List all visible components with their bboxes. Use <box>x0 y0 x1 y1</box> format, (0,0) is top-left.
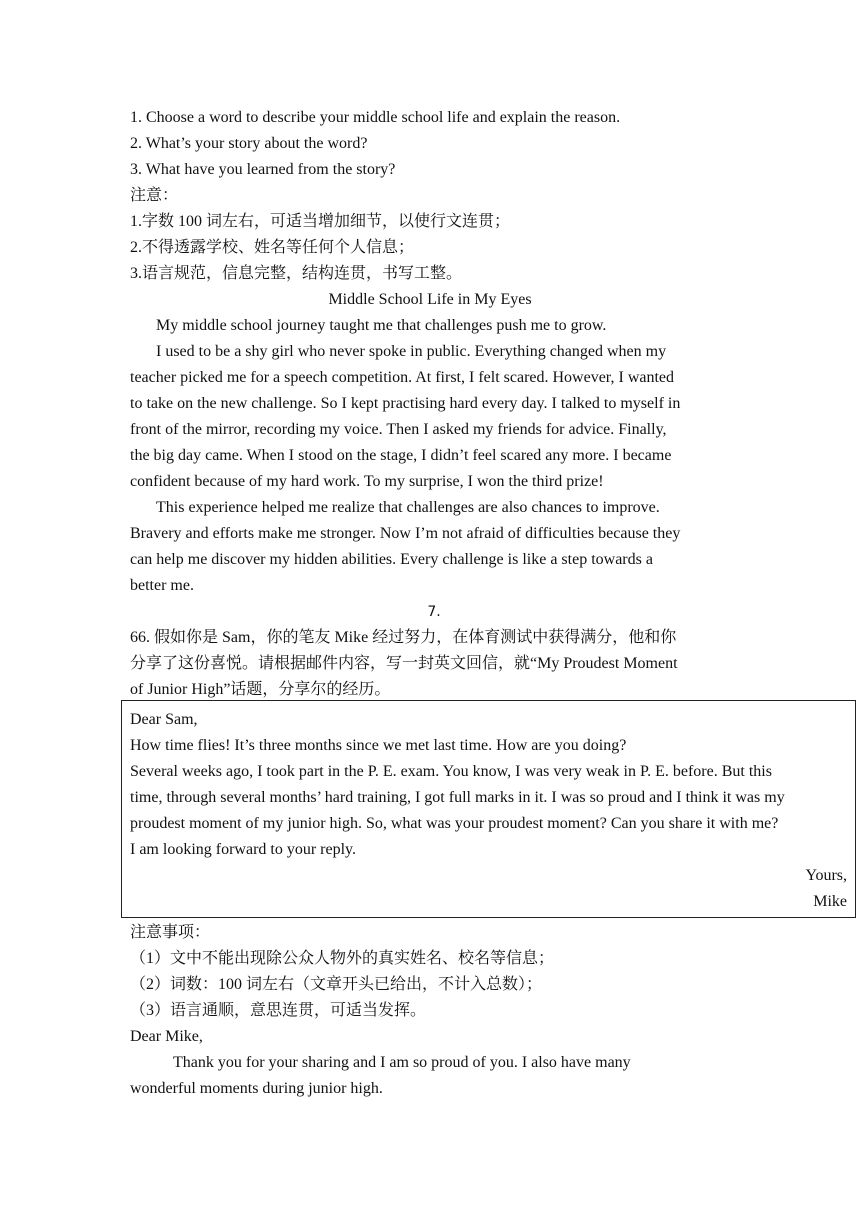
question-3: 3. What have you learned from the story? <box>130 161 396 178</box>
lower-section <box>130 920 730 1102</box>
letter-line: I am looking forward to your reply. <box>130 841 357 858</box>
question-2: 2. What’s your story about the word? <box>130 135 368 152</box>
letter-line: proudest moment of my junior high. So, what was your proudest moment? Can you share it with me? <box>130 815 779 832</box>
notice-item-2: （2）词数：100 词左右（文章开头已给出，不计入总数）； <box>130 976 543 993</box>
task-66-line: 66. 假如你是 Sam，你的笔友 Mike 经过努力，在体育测试中获得满分，他和你 <box>130 629 677 646</box>
task-66-line: of Junior High”话题，分享尔的经历。 <box>130 681 391 698</box>
letter-line: Several weeks ago, I took part in the P. E. exam. You know, I was very weak in P. E. before. But this <box>130 763 772 780</box>
upper-section <box>130 105 730 703</box>
essay-paragraph-2-line: to take on the new challenge. So I kept practising hard every day. I talked to myself in <box>130 395 681 412</box>
notice-item-3: （3）语言通顺，意思连贯，可适当发挥。 <box>130 1002 427 1019</box>
reply-line-2: wonderful moments during junior high. <box>130 1080 383 1097</box>
letter-signature: Mike <box>813 893 847 910</box>
letter-greeting: Dear Sam, <box>130 711 198 728</box>
letter-line: time, through several months’ hard training, I got full marks in it. I was so proud and I think it was my <box>130 789 785 806</box>
notes-title: 注意： <box>130 187 179 204</box>
notice-item-1: （1）文中不能出现除公众人物外的真实姓名、校名等信息； <box>130 950 555 967</box>
letter-line: How time flies! It’s three months since we met last time. How are you doing? <box>130 737 627 754</box>
essay-paragraph-3-line: This experience helped me realize that challenges are also chances to improve. <box>156 499 660 516</box>
essay-paragraph-2-line: teacher picked me for a speech competition. At first, I felt scared. However, I wanted <box>130 369 675 386</box>
task-66-line: 分享了这份喜悦。请根据邮件内容，写一封英文回信，就“My Proudest Moment <box>130 655 678 672</box>
reply-line-1: Thank you for your sharing and I am so proud of you. I also have many <box>173 1054 631 1071</box>
essay-title: Middle School Life in My Eyes <box>328 291 532 308</box>
note-2: 2.不得透露学校、姓名等任何个人信息； <box>130 239 415 256</box>
essay-paragraph-3-line: can help me discover my hidden abilities. Every challenge is like a step towards a <box>130 551 653 568</box>
essay-paragraph-1: My middle school journey taught me that challenges push me to grow. <box>156 317 607 334</box>
question-1: 1. Choose a word to describe your middle school life and explain the reason. <box>130 109 621 126</box>
essay-paragraph-2-line: front of the mirror, recording my voice. Then I asked my friends for advice. Finally, <box>130 421 667 438</box>
essay-paragraph-2-line: the big day came. When I stood on the stage, I didn’t feel scared any more. I became <box>130 447 672 464</box>
note-1: 1.字数 100 词左右，可适当增加细节，以使行文连贯； <box>130 213 511 230</box>
letter-closing: Yours, <box>805 867 847 884</box>
note-3: 3.语言规范，信息完整，结构连贯，书写工整。 <box>130 265 463 282</box>
page-number: 7. <box>427 604 441 620</box>
letter-box <box>121 700 856 918</box>
reply-greeting: Dear Mike, <box>130 1028 203 1045</box>
essay-paragraph-3-line: Bravery and efforts make me stronger. Now I’m not afraid of difficulties because they <box>130 525 681 542</box>
essay-paragraph-2-line: confident because of my hard work. To my surprise, I won the third prize! <box>130 473 604 490</box>
essay-paragraph-2-line: I used to be a shy girl who never spoke in public. Everything changed when my <box>156 343 667 360</box>
notice-title: 注意事项： <box>130 924 211 941</box>
essay-paragraph-3-line: better me. <box>130 577 194 594</box>
